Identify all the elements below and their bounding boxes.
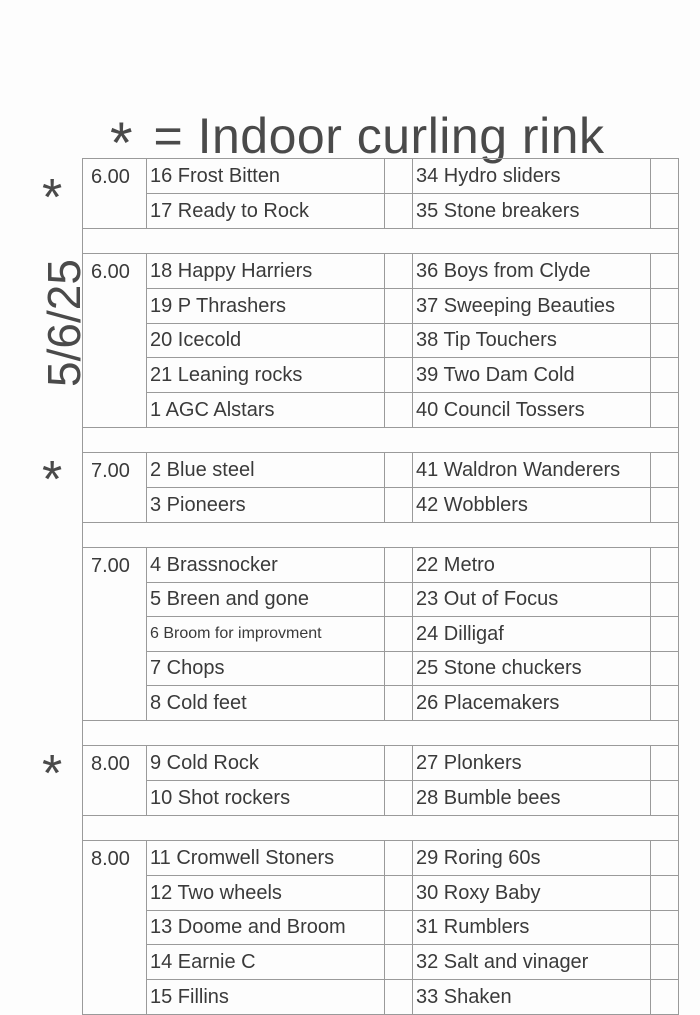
score-cell-right — [651, 979, 679, 1014]
time-cell — [83, 945, 147, 980]
score-cell-left — [385, 323, 413, 358]
gap-row — [83, 522, 679, 547]
team-right: 26 Placemakers — [413, 686, 651, 721]
score-cell-left — [385, 746, 413, 781]
score-cell-left — [385, 979, 413, 1014]
team-left: 9 Cold Rock — [147, 746, 385, 781]
team-right: 32 Salt and vinager — [413, 945, 651, 980]
team-right: 22 Metro — [413, 547, 651, 582]
score-cell-left — [385, 781, 413, 816]
team-left: 4 Brassnocker — [147, 547, 385, 582]
time-cell — [83, 781, 147, 816]
time-cell — [83, 289, 147, 324]
indoor-star-legend: * — [110, 111, 134, 176]
time-cell: 7.00 — [83, 452, 147, 487]
score-cell-left — [385, 617, 413, 652]
team-right: 36 Boys from Clyde — [413, 254, 651, 289]
team-right: 35 Stone breakers — [413, 194, 651, 229]
team-left: 10 Shot rockers — [147, 781, 385, 816]
team-right: 34 Hydro sliders — [413, 159, 651, 194]
time-cell — [83, 487, 147, 522]
schedule-row — [83, 746, 679, 781]
schedule-row — [83, 452, 679, 487]
score-cell-right — [651, 487, 679, 522]
time-cell: 8.00 — [83, 841, 147, 876]
team-right: 27 Plonkers — [413, 746, 651, 781]
time-cell: 6.00 — [83, 254, 147, 289]
team-left: 1 AGC Alstars — [147, 392, 385, 427]
gap-cell — [83, 816, 679, 841]
gap-row — [83, 816, 679, 841]
schedule-row — [83, 358, 679, 393]
time-cell — [83, 651, 147, 686]
score-cell-right — [651, 358, 679, 393]
team-left: 2 Blue steel — [147, 452, 385, 487]
time-cell: 6.00 — [83, 159, 147, 194]
team-left: 13 Doome and Broom — [147, 910, 385, 945]
schedule-row — [83, 392, 679, 427]
schedule-row — [83, 254, 679, 289]
time-cell — [83, 323, 147, 358]
score-cell-right — [651, 159, 679, 194]
time-cell — [83, 358, 147, 393]
score-cell-right — [651, 841, 679, 876]
schedule-row — [83, 841, 679, 876]
score-cell-right — [651, 651, 679, 686]
team-left: 21 Leaning rocks — [147, 358, 385, 393]
team-left: 19 P Thrashers — [147, 289, 385, 324]
score-cell-left — [385, 841, 413, 876]
score-cell-right — [651, 746, 679, 781]
schedule-row — [83, 194, 679, 229]
team-left: 6 Broom for improvment — [147, 617, 385, 652]
time-cell — [83, 392, 147, 427]
score-cell-left — [385, 945, 413, 980]
gap-row — [83, 229, 679, 254]
score-cell-left — [385, 582, 413, 617]
indoor-marker-top: * — [42, 169, 63, 227]
gap-cell — [83, 427, 679, 452]
indoor-marker: * — [42, 451, 63, 509]
team-right: 30 Roxy Baby — [413, 876, 651, 911]
schedule-row — [83, 159, 679, 194]
schedule-row — [83, 582, 679, 617]
score-cell-left — [385, 876, 413, 911]
score-cell-right — [651, 945, 679, 980]
score-cell-left — [385, 686, 413, 721]
score-cell-right — [651, 323, 679, 358]
score-cell-right — [651, 686, 679, 721]
time-cell — [83, 686, 147, 721]
score-cell-left — [385, 392, 413, 427]
indoor-marker: * — [42, 744, 63, 803]
team-right: 33 Shaken — [413, 979, 651, 1014]
team-left: 7 Chops — [147, 651, 385, 686]
team-right: 42 Wobblers — [413, 487, 651, 522]
schedule-row — [83, 651, 679, 686]
score-cell-left — [385, 289, 413, 324]
time-cell — [83, 876, 147, 911]
score-cell-right — [651, 910, 679, 945]
schedule-date: 5/6/25 — [38, 259, 90, 387]
team-left: 20 Icecold — [147, 323, 385, 358]
score-cell-right — [651, 289, 679, 324]
team-left: 5 Breen and gone — [147, 582, 385, 617]
score-cell-left — [385, 910, 413, 945]
time-cell — [83, 582, 147, 617]
score-cell-left — [385, 254, 413, 289]
schedule-table — [82, 158, 679, 1015]
score-cell-left — [385, 547, 413, 582]
schedule-row — [83, 945, 679, 980]
schedule-row — [83, 289, 679, 324]
schedule-row — [83, 617, 679, 652]
time-cell — [83, 979, 147, 1014]
score-cell-left — [385, 651, 413, 686]
team-left: 3 Pioneers — [147, 487, 385, 522]
time-cell — [83, 910, 147, 945]
gap-row — [83, 721, 679, 746]
team-right: 41 Waldron Wanderers — [413, 452, 651, 487]
team-right: 25 Stone chuckers — [413, 651, 651, 686]
gap-cell — [83, 522, 679, 547]
gap-row — [83, 427, 679, 452]
gap-cell — [83, 721, 679, 746]
team-left: 11 Cromwell Stoners — [147, 841, 385, 876]
score-cell-right — [651, 452, 679, 487]
score-cell-left — [385, 358, 413, 393]
team-right: 24 Dilligaf — [413, 617, 651, 652]
schedule-row — [83, 876, 679, 911]
score-cell-right — [651, 392, 679, 427]
time-cell — [83, 617, 147, 652]
team-right: 38 Tip Touchers — [413, 323, 651, 358]
team-left: 16 Frost Bitten — [147, 159, 385, 194]
time-cell: 7.00 — [83, 547, 147, 582]
score-cell-right — [651, 876, 679, 911]
team-right: 31 Rumblers — [413, 910, 651, 945]
score-cell-left — [385, 194, 413, 229]
score-cell-left — [385, 159, 413, 194]
schedule-row — [83, 487, 679, 522]
team-right: 29 Roring 60s — [413, 841, 651, 876]
score-cell-left — [385, 452, 413, 487]
team-right: 23 Out of Focus — [413, 582, 651, 617]
score-cell-right — [651, 194, 679, 229]
team-left: 12 Two wheels — [147, 876, 385, 911]
team-left: 15 Fillins — [147, 979, 385, 1014]
schedule-row — [83, 686, 679, 721]
time-cell: 8.00 — [83, 746, 147, 781]
schedule-row — [83, 979, 679, 1014]
schedule-row — [83, 781, 679, 816]
team-left: 8 Cold feet — [147, 686, 385, 721]
team-left: 18 Happy Harriers — [147, 254, 385, 289]
time-cell — [83, 194, 147, 229]
team-right: 37 Sweeping Beauties — [413, 289, 651, 324]
heading-text: = Indoor curling rink — [153, 108, 605, 164]
gap-cell — [83, 229, 679, 254]
score-cell-right — [651, 254, 679, 289]
team-left: 14 Earnie C — [147, 945, 385, 980]
score-cell-left — [385, 487, 413, 522]
score-cell-right — [651, 582, 679, 617]
schedule-row — [83, 323, 679, 358]
score-cell-right — [651, 781, 679, 816]
team-left: 17 Ready to Rock — [147, 194, 385, 229]
score-cell-right — [651, 617, 679, 652]
team-right: 39 Two Dam Cold — [413, 358, 651, 393]
score-cell-right — [651, 547, 679, 582]
team-right: 40 Council Tossers — [413, 392, 651, 427]
schedule-row — [83, 547, 679, 582]
team-right: 28 Bumble bees — [413, 781, 651, 816]
schedule-row — [83, 910, 679, 945]
